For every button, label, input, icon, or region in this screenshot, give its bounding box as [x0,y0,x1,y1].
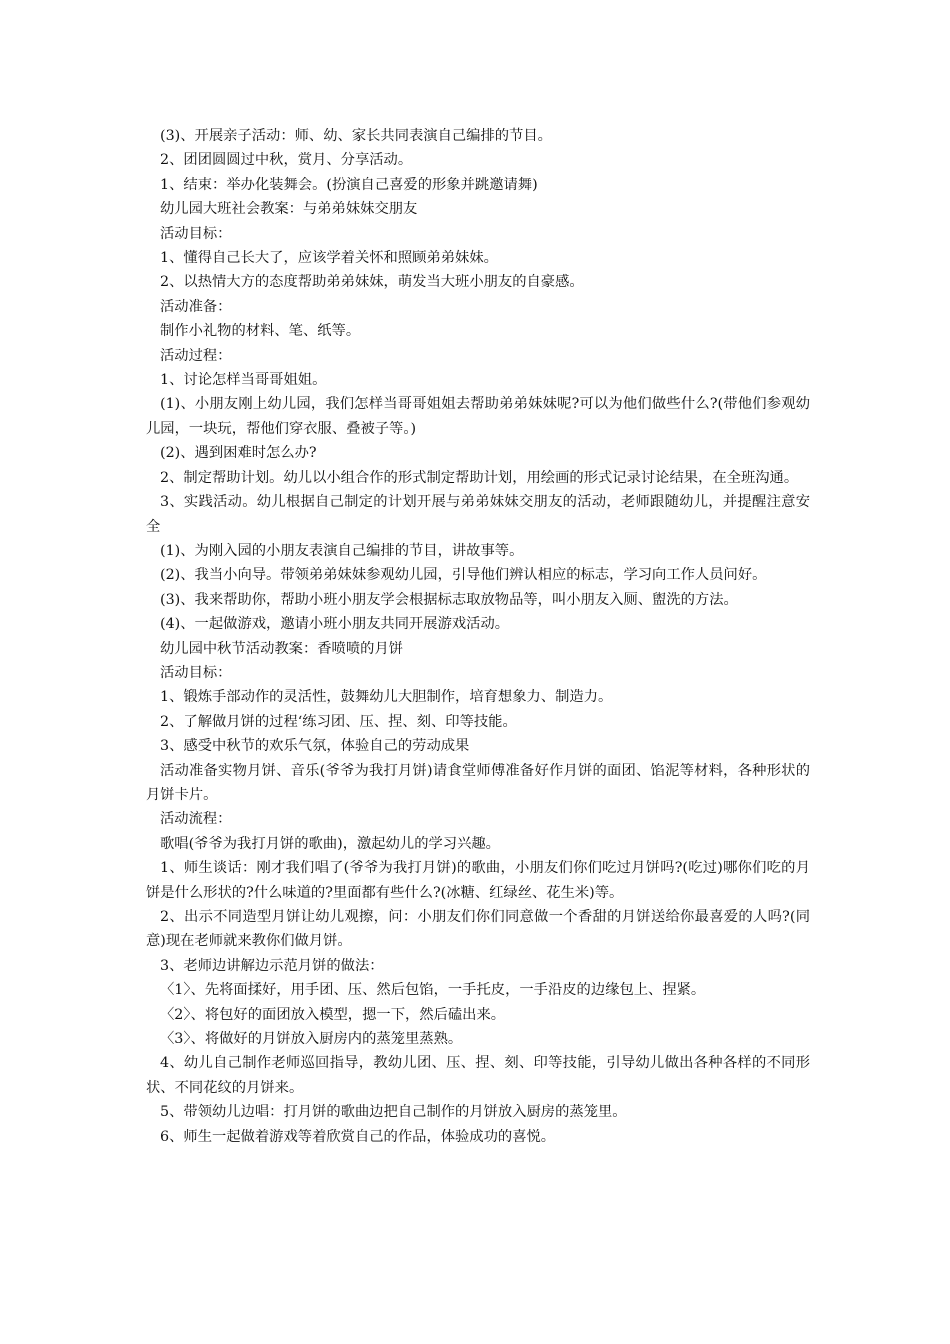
paragraph: 1、结束：举办化装舞会。(扮演自己喜爱的形象并跳邀请舞) [160,176,538,193]
paragraph: 歌唱(爷爷为我打月饼的歌曲)，激起幼儿的学习兴趣。 [160,835,500,852]
paragraph: (2)、我当小向导。带领弟弟妹妹参观幼儿园，引导他们辨认相应的标志，学习向工作人员问好。 [160,567,767,584]
paragraph: 3、实践活动。幼儿根据自己制定的计划开展与弟弟妹妹交朋友的活动，老师跟随幼儿，并提醒注意安全 [146,494,810,535]
paragraph: (1)、为刚入园的小朋友表演自己编排的节目，讲故事等。 [160,542,524,559]
paragraph: 制作小礼物的材料、笔、纸等。 [160,323,361,340]
paragraph: 2、以热情大方的态度帮助弟弟妹妹，萌发当大班小朋友的自豪感。 [160,274,584,291]
paragraph: (2)、遇到困难时怎么办? [160,445,317,462]
paragraph: 〈3〉、将做好的月饼放入厨房内的蒸笼里蒸熟。 [160,1031,463,1048]
paragraph: 〈1〉、先将面揉好，用手团、压、然后包馅，一手托皮，一手沿皮的边缘包上、捏紧。 [160,982,706,999]
paragraph: (3)、我来帮助你，帮助小班小朋友学会根据标志取放物品等，叫小朋友入厕、盥洗的方法。 [160,591,738,608]
paragraph: 3、感受中秋节的欢乐气氛，体验自己的劳动成果 [160,738,470,755]
paragraph: (3)、开展亲子活动：师、幼、家长共同表演自己编排的节目。 [160,128,552,144]
paragraph: 活动目标： [160,225,232,242]
paragraph: 活动准备： [160,298,232,315]
paragraph: 2、出示不同造型月饼让幼儿观擦，问：小朋友们你们同意做一个香甜的月饼送给你最喜爱的人吗?(同意)现在老师就来教你们做月饼。 [146,909,810,950]
paragraph: 活动过程： [160,347,232,364]
paragraph: (4)、一起做游戏，邀请小班小朋友共同开展游戏活动。 [160,616,510,633]
paragraph: 1、师生谈话：刚才我们唱了(爷爷为我打月饼)的歌曲，小朋友们你们吃过月饼吗?(吃过)哪你们吃的月饼是什么形状的?什么味道的?里面都有些什么?(冰糖、红绿丝、花生米)等。 [146,860,810,901]
paragraph: 1、讨论怎样当哥哥姐姐。 [160,372,327,389]
paragraph: 〈2〉、将包好的面团放入模型，摁一下，然后磕出来。 [160,1006,506,1023]
paragraph: 活动目标： [160,664,232,681]
paragraph: 活动准备实物月饼、音乐(爷爷为我打月饼)请食堂师傅准备好作月饼的面团、馅泥等材料，各种形状的月饼卡片。 [146,762,810,803]
paragraph: 2、团团圆圆过中秋，赏月、分享活动。 [160,152,413,169]
paragraph: 6、师生一起做着游戏等着欣赏自己的作品，体验成功的喜悦。 [160,1128,556,1145]
paragraph: 1、锻炼手部动作的灵活性，鼓舞幼儿大胆制作，培育想象力、制造力。 [160,689,613,706]
paragraph: 活动流程： [160,811,232,828]
paragraph: 5、带领幼儿边唱：打月饼的歌曲边把自己制作的月饼放入厨房的蒸笼里。 [160,1104,627,1121]
paragraph: 1、懂得自己长大了，应该学着关怀和照顾弟弟妹妹。 [160,250,498,267]
document-body [146,124,810,1149]
paragraph: (1)、小朋友刚上幼儿园，我们怎样当哥哥姐姐去帮助弟弟妹妹呢?可以为他们做些什么?(带他们参观幼儿园，一块玩，帮他们穿衣服、叠被子等。) [146,396,810,437]
paragraph: 2、了解做月饼的过程‘练习团、压、捏、刻、印等技能。 [160,713,517,730]
section-title: 幼儿园大班社会教案：与弟弟妹妹交朋友 [160,201,418,218]
paragraph: 2、制定帮助计划。幼儿以小组合作的形式制定帮助计划，用绘画的形式记录讨论结果，在全班沟通。 [160,469,799,486]
paragraph: 4、幼儿自己制作老师巡回指导，教幼儿团、压、捏、刻、印等技能，引导幼儿做出各种各样的不同形状、不同花纹的月饼来。 [146,1055,810,1096]
paragraph: 3、老师边讲解边示范月饼的做法： [160,957,384,974]
section-title: 幼儿园中秋节活动教案：香喷喷的月饼 [160,640,404,657]
